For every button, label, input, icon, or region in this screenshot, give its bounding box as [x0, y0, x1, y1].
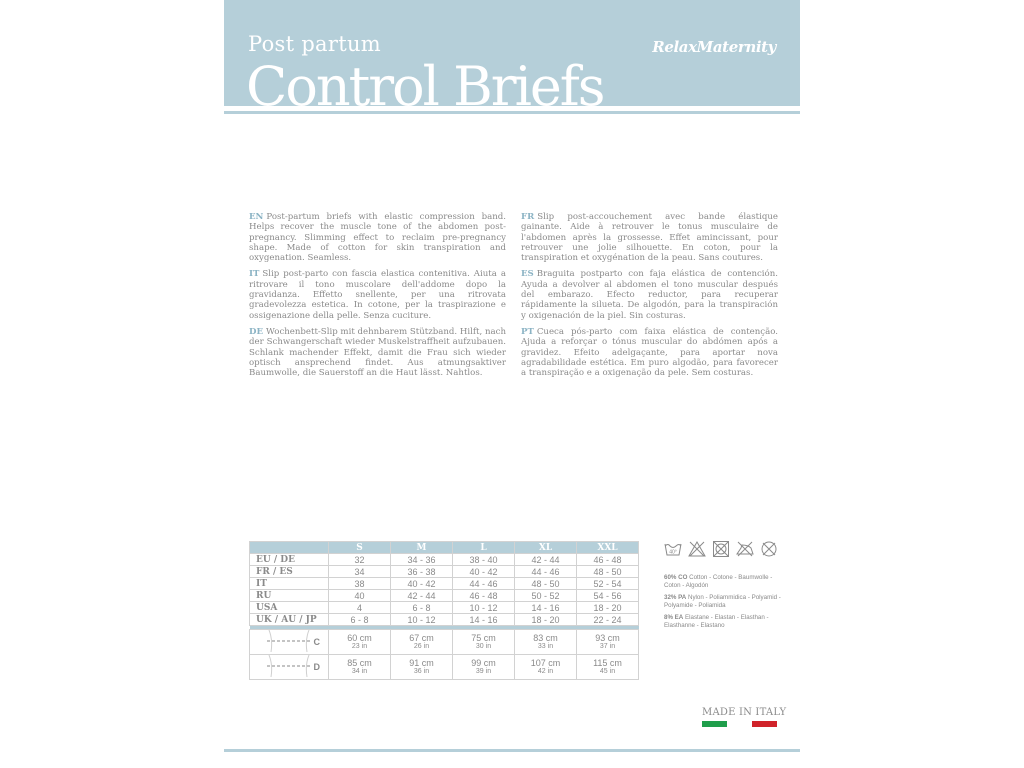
description-paragraph — [521, 327, 778, 378]
material-item: 32% PA Nylon - Poliammidica - Polyamid - Polyamide - Poliamida — [664, 594, 781, 609]
size-row — [250, 602, 639, 614]
size-header-row — [250, 542, 639, 554]
size-cell: 6 - 8 — [391, 602, 453, 614]
size-cell: 44 - 46 — [453, 578, 515, 590]
size-row-label: UK / AU / JP — [250, 614, 329, 626]
measure-in: 39 in — [475, 668, 492, 675]
care-icons — [664, 540, 784, 558]
size-cell: 40 - 42 — [453, 566, 515, 578]
size-header: XXL — [577, 542, 639, 554]
size-cell: 42 - 44 — [515, 554, 577, 566]
size-cell: 44 - 46 — [515, 566, 577, 578]
size-row — [250, 554, 639, 566]
size-row-label: RU — [250, 590, 329, 602]
size-cell: 6 - 8 — [329, 614, 391, 626]
material-item: 8% EA Elastane - Elastan - Elasthan - Elasthanne - Elastano — [664, 614, 769, 629]
size-cell: 38 — [329, 578, 391, 590]
size-table-body — [250, 554, 639, 680]
size-cell: 50 - 52 — [515, 590, 577, 602]
description-text: Wochenbett-Slip mit dehnbarem Stützband. Hilft, nach der Schwangerschaft wieder Muskelstraffheit aufzubauen. Schlank machender Effekt, damit die Frau sich wieder optisch ansprechend findet. Aus atmungsaktiver Baumwolle, die Sauerstoff an die Haut lässt. Nahtlos. — [249, 326, 506, 379]
body-outline-icon — [259, 630, 319, 652]
description-paragraph — [249, 327, 506, 378]
measure-label: D — [313, 662, 320, 672]
size-cell: 18 - 20 — [515, 614, 577, 626]
measure-label: C — [313, 637, 320, 647]
size-cell: 46 - 48 — [577, 554, 639, 566]
measure-row — [250, 655, 639, 680]
measure-figure-cell — [250, 655, 329, 680]
language-code: DE — [249, 326, 264, 337]
measure-cell — [329, 630, 391, 655]
size-header: S — [329, 542, 391, 554]
measure-cell — [329, 655, 391, 680]
no-dry-clean-icon — [760, 540, 778, 558]
description-column-left — [249, 212, 506, 384]
size-cell: 10 - 12 — [453, 602, 515, 614]
measure-row — [250, 630, 639, 655]
header-divider — [224, 111, 800, 114]
size-cell: 48 - 50 — [577, 566, 639, 578]
made-in-label: MADE IN ITALY — [702, 707, 787, 718]
size-header-blank — [250, 542, 329, 554]
description-paragraph — [521, 212, 778, 263]
measure-cell — [453, 655, 515, 680]
material-composition — [664, 574, 784, 634]
measure-in: 42 in — [537, 668, 554, 675]
size-cell: 48 - 50 — [515, 578, 577, 590]
description-paragraph — [249, 269, 506, 320]
size-cell: 14 - 16 — [515, 602, 577, 614]
language-code: EN — [249, 212, 264, 222]
measure-cm: 115 cm — [593, 658, 622, 668]
measure-cm: 85 cm — [347, 658, 372, 668]
description-text: Slip post-accouchement avec bande élastique gainante. Aide à retrouver le tonus musculaire de l'abdomen après la grossesse. Effet amincissant, pour retrouver une jolie silhouette. En coton, pour la transpiration et oxygénation de la peau. Sans coutures. — [521, 212, 778, 264]
wash-40-icon — [664, 540, 682, 558]
size-cell: 14 - 16 — [453, 614, 515, 626]
no-bleach-icon — [688, 540, 706, 558]
measure-cm: 93 cm — [595, 633, 620, 643]
footer-divider — [224, 749, 800, 752]
measure-cell — [391, 655, 453, 680]
size-header: M — [391, 542, 453, 554]
page-title: Control Briefs — [246, 55, 604, 106]
material-item: 60% CO Cotton - Cotone - Baumwolle - Coton - Algodón — [664, 574, 773, 589]
size-cell: 18 - 20 — [577, 602, 639, 614]
description-paragraph — [521, 269, 778, 320]
language-code: IT — [249, 269, 260, 280]
size-cell: 36 - 38 — [391, 566, 453, 578]
measure-cell — [391, 630, 453, 655]
description-text: Cueca pós-parto com faixa elástica de contenção. Ajuda a reforçar o tónus muscular do abdómen após a gravidez. Efeito adelgaçante, para aportar nova agradabilidade estética. Em puro algodão, para favorecer a transpiração e a oxigenação da pele. Sem costuras. — [521, 326, 778, 379]
header-banner — [224, 0, 800, 106]
description-text: Braguita postparto con faja elástica de contención. Ayuda a devolver al abdomen el tono muscular después del embarazo. Efecto reductor, para recuperar rápidamente la silueta. De algodón, para la transpiración y oxigenación de la piel. Sin costuras. — [521, 269, 778, 321]
size-cell: 54 - 56 — [577, 590, 639, 602]
measure-cm: 91 cm — [409, 658, 434, 668]
measure-cell — [577, 655, 639, 680]
page-subtitle: Post partum — [248, 32, 381, 56]
measure-figure-cell — [250, 630, 329, 655]
size-row-label: FR / ES — [250, 566, 329, 578]
no-iron-icon — [736, 540, 754, 558]
description-text: Post-partum briefs with elastic compression band. Helps recover the muscle tone of the abdomen post-pregnancy. Slimming effect to reclaim pre-pregnancy shape. Made of cotton for skin transpiration and oxygenation. Seamless. — [249, 212, 506, 264]
wash-temp: 40° — [669, 549, 677, 556]
size-row — [250, 590, 639, 602]
body-outline-icon — [259, 655, 319, 677]
measure-in: 23 in — [351, 643, 368, 650]
measure-in: 26 in — [413, 643, 430, 650]
language-code: FR — [521, 212, 535, 222]
measure-cm: 75 cm — [471, 633, 496, 643]
no-tumble-dry-icon — [712, 540, 730, 558]
measure-cm: 107 cm — [530, 658, 561, 668]
size-row — [250, 578, 639, 590]
description-text: Slip post-parto con fascia elastica contenitiva. Aiuta a ritrovare il tono muscolare dell'addome dopo la gravidanza. Effetto snellente, per una ritrovata gradevolezza estetica. In cotone, per la traspirazione e ossigenazione della pelle. Senza cuciture. — [249, 269, 506, 321]
size-cell: 52 - 54 — [577, 578, 639, 590]
measure-cm: 67 cm — [409, 633, 434, 643]
size-cell: 4 — [329, 602, 391, 614]
measure-cm: 83 cm — [533, 633, 558, 643]
size-table — [249, 541, 639, 680]
size-row — [250, 566, 639, 578]
size-cell: 38 - 40 — [453, 554, 515, 566]
brand-logo: RelaxMaternity — [652, 38, 776, 56]
measure-cell — [577, 630, 639, 655]
measure-cell — [515, 630, 577, 655]
size-cell: 46 - 48 — [453, 590, 515, 602]
size-cell: 34 — [329, 566, 391, 578]
size-header: XL — [515, 542, 577, 554]
flag-green-stripe — [702, 721, 727, 727]
product-sheet — [224, 0, 800, 768]
flag-red-stripe — [752, 721, 777, 727]
language-code: PT — [521, 326, 534, 337]
measure-cm: 99 cm — [471, 658, 496, 668]
size-row-label: IT — [250, 578, 329, 590]
description-column-right — [521, 212, 778, 384]
measure-in: 30 in — [475, 643, 492, 650]
size-cell: 40 — [329, 590, 391, 602]
size-cell: 40 - 42 — [391, 578, 453, 590]
measure-in: 33 in — [537, 643, 554, 650]
measure-in: 34 in — [351, 668, 368, 675]
size-cell: 32 — [329, 554, 391, 566]
size-row-label: EU / DE — [250, 554, 329, 566]
measure-in: 45 in — [599, 668, 616, 675]
measure-cell — [453, 630, 515, 655]
language-code: ES — [521, 269, 534, 280]
measure-in: 37 in — [599, 643, 616, 650]
size-cell: 34 - 36 — [391, 554, 453, 566]
size-header: L — [453, 542, 515, 554]
size-row-label: USA — [250, 602, 329, 614]
measure-cell — [515, 655, 577, 680]
description-paragraph — [249, 212, 506, 263]
measure-in: 36 in — [413, 668, 430, 675]
measure-cm: 60 cm — [347, 633, 372, 643]
size-cell: 10 - 12 — [391, 614, 453, 626]
size-row — [250, 614, 639, 626]
size-cell: 22 - 24 — [577, 614, 639, 626]
size-cell: 42 - 44 — [391, 590, 453, 602]
